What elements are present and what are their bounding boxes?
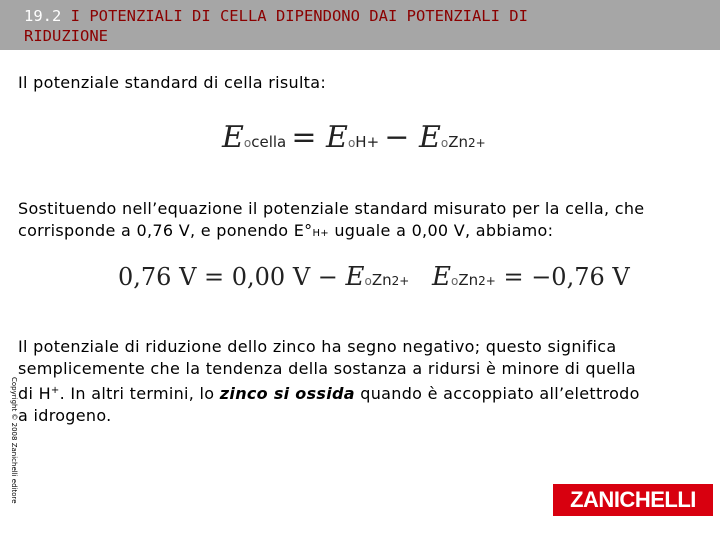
copyright-notice: Copyright © 2008 Zanichelli editore — [10, 377, 18, 504]
eq3-sub: Zn — [458, 271, 479, 289]
intro-text: Il potenziale standard di cella risulta: — [18, 73, 327, 92]
eq2-sub: Zn — [371, 271, 392, 289]
equation-zinc-left: 0,76 V = 0,00 V − EoZn2+ — [118, 262, 410, 292]
para2-sub: H+ — [312, 228, 329, 239]
eq3-right-text: = −0,76 V — [495, 263, 630, 291]
para2-line1: Sostituendo nell’equazione il potenziale standard misurato per la cella, che — [18, 199, 645, 218]
title-line-1: I POTENZIALI DI CELLA DIPENDONO DAI POTENZIALI DI — [70, 7, 528, 25]
para2-line2a: corrisponde a 0,76 V, e ponendo E° — [18, 221, 313, 240]
paragraph-substitution — [18, 198, 644, 245]
para3-line1: Il potenziale di riduzione dello zinco ha segno negativo; questo significa — [18, 337, 617, 356]
eq2-left-text: 0,76 V = 0,00 V − — [118, 263, 346, 291]
eq1-sub-zn: Zn — [448, 133, 468, 151]
section-number: 19.2 — [24, 7, 62, 25]
title-line-2: RIDUZIONE — [24, 27, 108, 45]
para3-emphasis: zinco si ossida — [219, 384, 355, 403]
paragraph-conclusion — [18, 336, 640, 427]
eq1-sub-cella: cella — [251, 133, 287, 151]
eq1-sub-h: H+ — [355, 133, 380, 151]
slide-title — [24, 6, 704, 46]
para3-line3b: . In altri termini, lo — [59, 384, 220, 403]
title-bar — [0, 0, 720, 50]
para2-line2b: uguale a 0,00 V, abbiamo: — [328, 221, 554, 240]
eq2-sup: 2+ — [391, 274, 410, 288]
equation-cell-potential: Eocella = EoH+ − EoZn2+ — [222, 120, 486, 155]
equation-zinc-result: EoZn2+ = −0,76 V — [432, 262, 630, 292]
para3-line3c: quando è accoppiato all’elettrodo — [354, 384, 640, 403]
para3-line4: a idrogeno. — [18, 406, 112, 425]
eq3-sup: 2+ — [478, 274, 496, 288]
zanichelli-logo: ZANICHELLI — [553, 484, 713, 516]
para3-sup: + — [50, 385, 60, 396]
para3-line2: semplicemente che la tendenza della sostanza a ridursi è minore di quella — [18, 359, 636, 378]
para3-line3a: di H — [18, 384, 51, 403]
eq1-sup-zn: 2+ — [467, 136, 486, 150]
